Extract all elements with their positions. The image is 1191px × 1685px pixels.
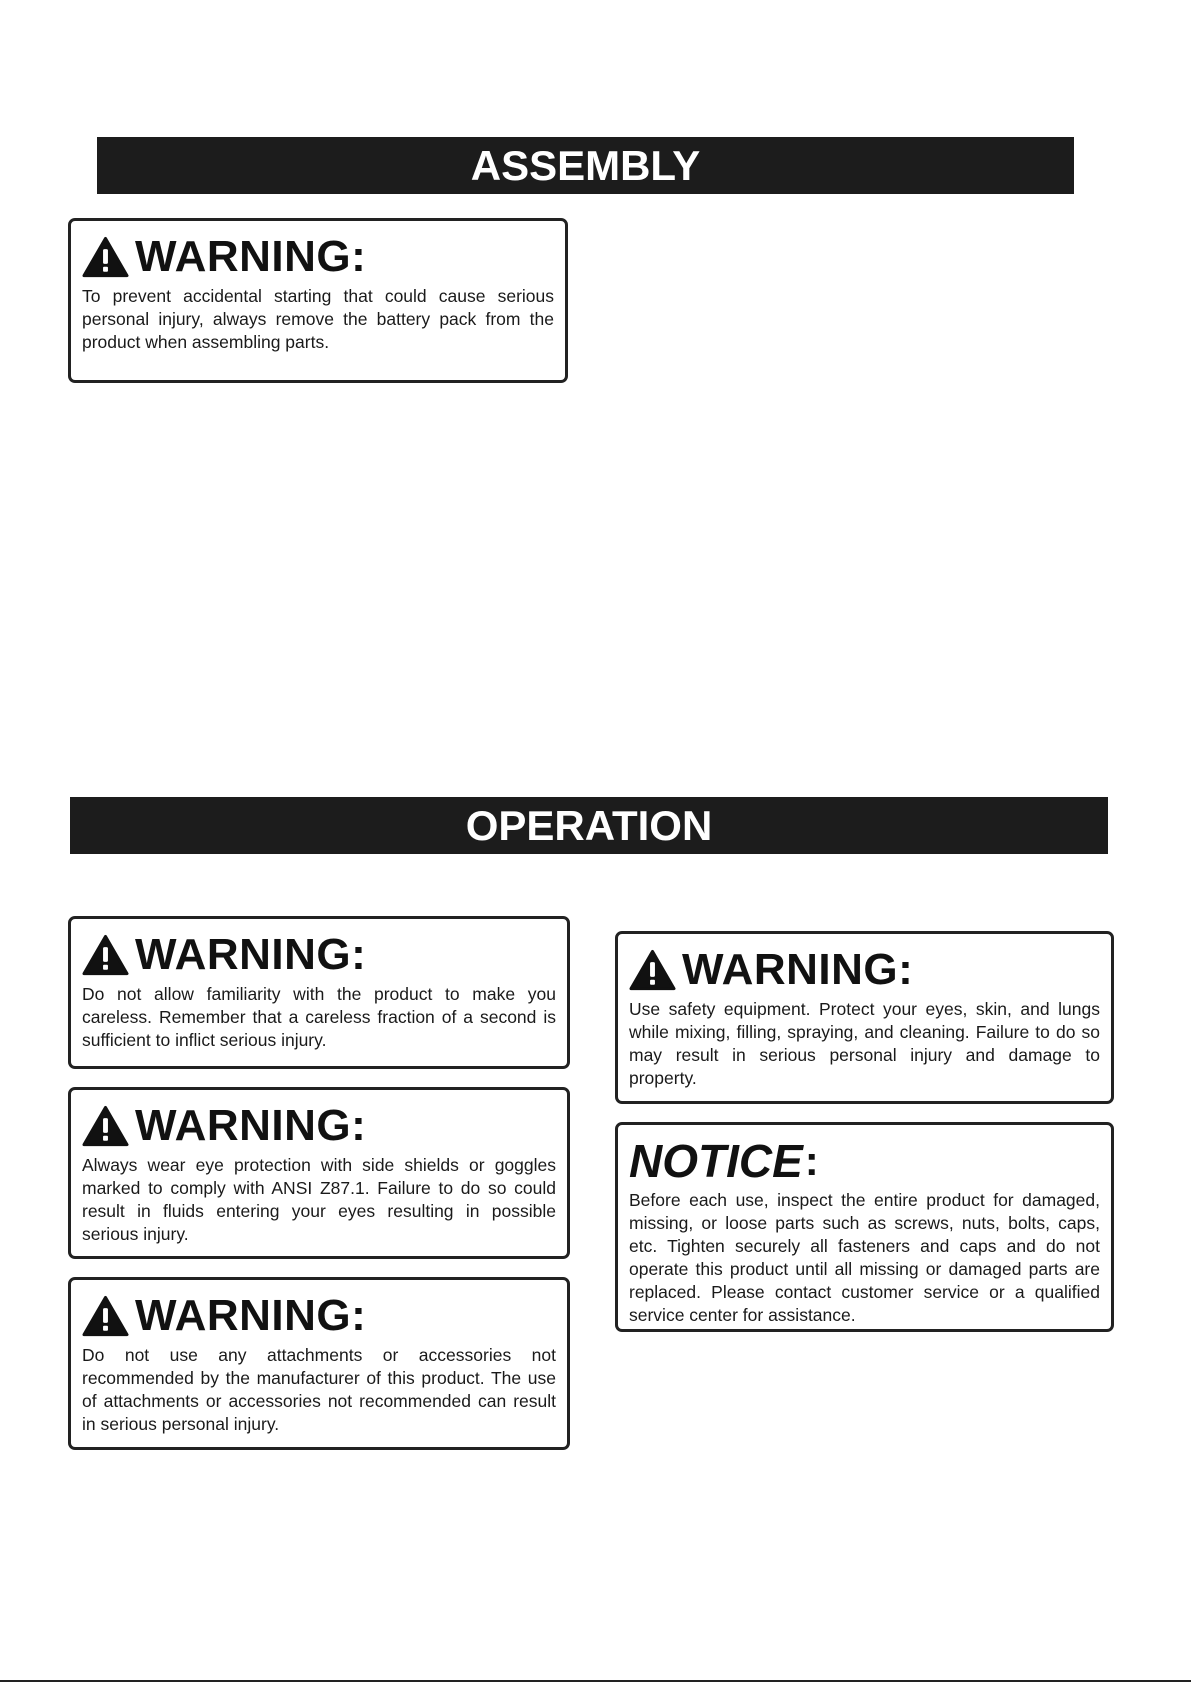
warning-triangle-icon [82, 236, 129, 278]
warning-triangle-icon [82, 934, 129, 976]
warning-body: To prevent accidental starting that could cause serious personal injury, always remove the battery pack from the product when assembling parts. [82, 286, 554, 352]
notice-colon: : [804, 1137, 819, 1184]
warning-heading: WARNING: [682, 945, 914, 994]
operation-warning-box-4 [615, 931, 1114, 1104]
warning-header [82, 1100, 556, 1152]
warning-header [82, 231, 554, 283]
warning-heading: WARNING: [135, 1291, 367, 1340]
notice-heading: NOTICE [629, 1135, 803, 1187]
operation-warning-box-1 [68, 916, 570, 1069]
warning-heading: WARNING: [135, 930, 367, 979]
warning-header [82, 929, 556, 981]
warning-body: Use safety equipment. Protect your eyes, skin, and lungs while mixing, filling, spraying, and cleaning. Failure to do so may result in serious personal injury and damage to property. [629, 999, 1100, 1088]
operation-section-title: OPERATION [465, 801, 713, 849]
notice-body: Before each use, inspect the entire product for damaged, missing, or loose parts such as screws, nuts, bolts, caps, etc. Tighten securely all fasteners and caps and do not operate this product until all missing or damaged parts are replaced. Please contact customer service or a qualified service center for assistance. [629, 1190, 1100, 1325]
operation-warning-box-3 [68, 1277, 570, 1450]
warning-heading: WARNING: [135, 1101, 367, 1150]
page-footer-rule [0, 1680, 1191, 1682]
warning-body: Do not use any attachments or accessories not recommended by the manufacturer of this product. The use of attachments or accessories not recommended can result in serious personal injury. [82, 1345, 556, 1434]
warning-triangle-icon [629, 949, 676, 991]
warning-heading: WARNING: [135, 232, 367, 281]
notice-header [629, 1135, 1100, 1187]
warning-header [82, 1290, 556, 1342]
operation-warning-box-2 [68, 1087, 570, 1259]
warning-triangle-icon [82, 1105, 129, 1147]
assembly-section-header [97, 137, 1074, 194]
warning-body: Do not allow familiarity with the product to make you careless. Remember that a careless fraction of a second is sufficient to inflict serious injury. [82, 984, 556, 1050]
assembly-warning-box [68, 218, 568, 383]
assembly-section-title: ASSEMBLY [470, 141, 701, 189]
warning-body: Always wear eye protection with side shields or goggles marked to comply with ANSI Z87.1. Failure to do so could result in fluids entering your eyes resulting in possible serious injury. [82, 1155, 556, 1244]
warning-header [629, 944, 1100, 996]
notice-box [615, 1122, 1114, 1332]
warning-triangle-icon [82, 1295, 129, 1337]
operation-section-header [70, 797, 1108, 854]
